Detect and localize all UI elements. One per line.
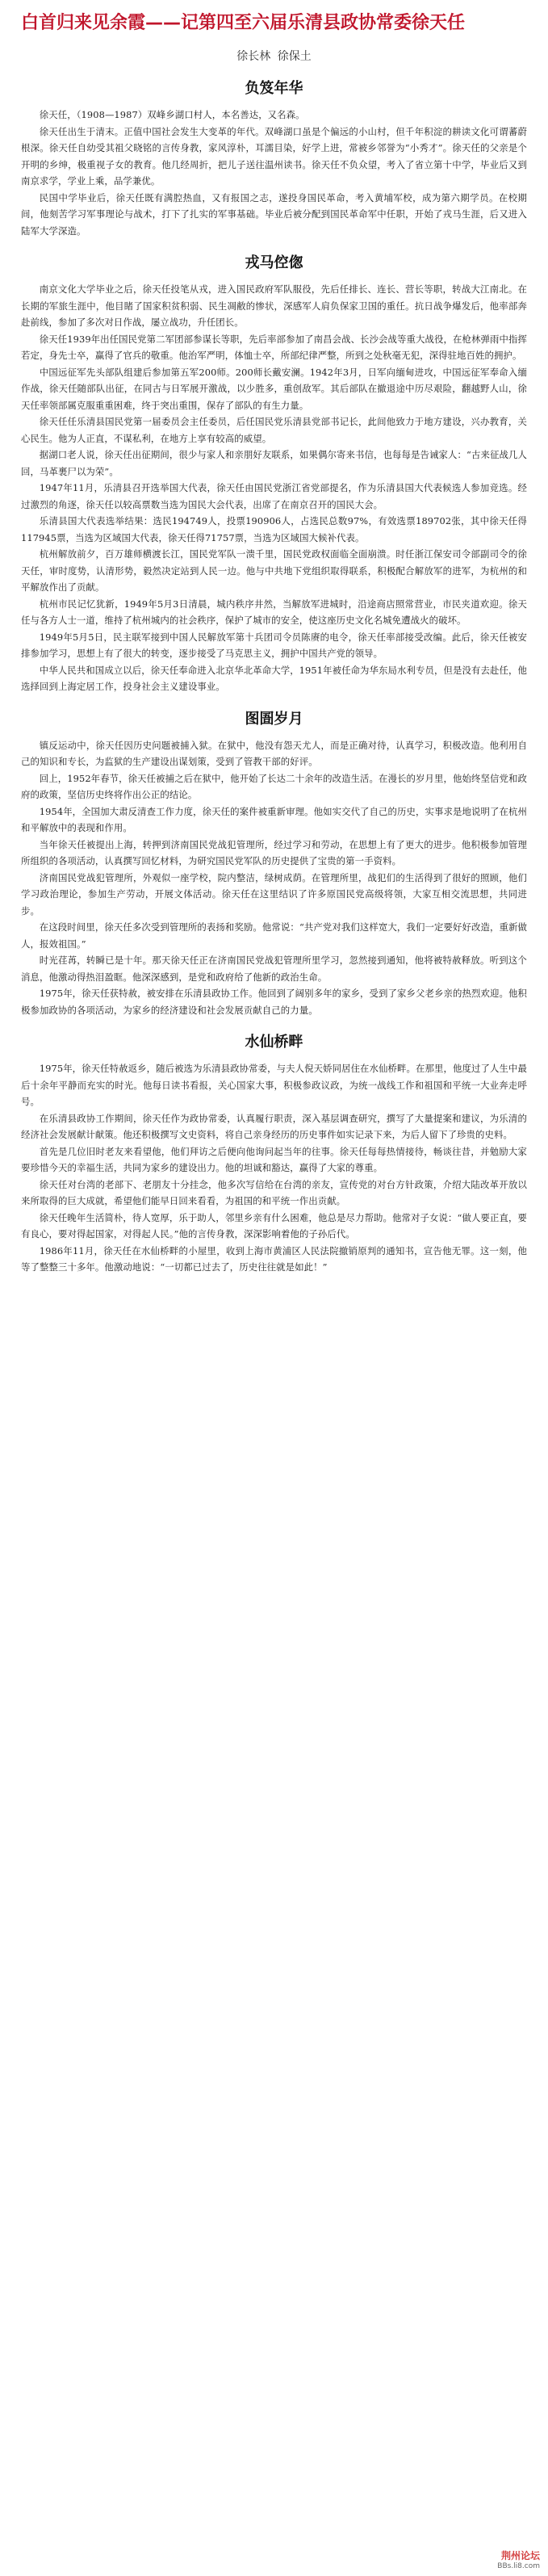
article-title: 白首归来见余霞——记第四至六届乐清县政协常委徐天任	[21, 13, 466, 33]
section-heading: 戎马倥偬	[245, 254, 303, 271]
paragraph: 1947年11月，乐清县召开选举国大代表，徐天任由国民党浙江省党部提名，作为乐清县国大代表候选人参加竞选。经过激烈的角逐，徐天任以较高票数当选为国民大会代表，出席了在南京召开的国民大会。	[21, 482, 527, 510]
paragraph: 中华人民共和国成立以后，徐天任奉命进入北京华北革命大学，1951年被任命为华东局水利专员，但是没有去赴任，他选择回到上海定居工作，投身社会主义建设事业。	[21, 664, 527, 692]
section-lingyu-suiyue	[21, 710, 527, 1019]
paragraph: 徐天任出生于清末。正值中国社会发生大变革的年代。双峰湖口虽是个偏远的小山村，但千年积淀的耕读文化可谓蕃蔚根深。徐天任自幼受其祖父晓铭的言传身教，家风淳朴，耳濡目染，好学上进，常被乡邻誉为“小秀才”。徐天任的父亲是个开明的乡绅，极重视子女的教育。他几经周折，把儿子送往温州读书。徐天任不负众望，考入了省立第十中学，毕业后又到南京求学，学业上乘，品学兼优。	[21, 125, 527, 187]
paragraph: 南京文化大学毕业之后，徐天任投笔从戎，进入国民政府军队服役，先后任排长、连长、营长等职，转战大江南北。在长期的军旅生涯中，他目睹了国家积贫积弱、民生凋敝的惨状，深感军人肩负保家卫国的重任。抗日战争爆发后，他率部奔赴前线，参加了多次对日作战，屡立战功，升任团长。	[21, 283, 527, 328]
paragraph: 徐天任1939年出任国民党第二军团部参谋长等职，先后率部参加了南昌会战、长沙会战等重大战役，在枪林弹雨中指挥若定，身先士卒，赢得了官兵的敬重。他治军严明，体恤士卒，所部纪律严整，所到之处秋毫无犯，深得驻地百姓的拥护。	[21, 333, 527, 361]
watermark-site-name: 荆州论坛	[500, 2550, 540, 2561]
paragraph: 济南国民党战犯管理所，外观似一座学校，院内整洁，绿树成荫。在管理所里，战犯们的生活得到了很好的照顾，他们学习政治理论，参加生产劳动，开展文体活动。徐天任在这里结识了许多原国民党高级将领，大家互相交流思想，共同进步。	[21, 871, 527, 917]
paragraph: 徐天任晚年生活简朴，待人宽厚，乐于助人，邻里乡亲有什么困难，他总是尽力帮助。他常对子女说：“做人要正直，要有良心，要对得起国家，对得起人民。”他的言传身教，深深影响着他的子孙后代。	[21, 1211, 527, 1240]
paragraph: 1954年，全国加大肃反清查工作力度，徐天任的案件被重新审理。他如实交代了自己的历史，实事求是地说明了在杭州和平解放中的表现和作用。	[21, 805, 527, 833]
paragraph: 时光荏苒，转瞬已是十年。那天徐天任正在济南国民党战犯管理所里学习，忽然接到通知，他将被特赦释放。听到这个消息，他激动得热泪盈眶。他深深感到，是党和政府给了他新的政治生命。	[21, 954, 527, 983]
paragraph: 1975年，徐天任获特赦，被安排在乐清县政协工作。他回到了阔别多年的家乡，受到了家乡父老乡亲的热烈欢迎。他积极参加政协的各项活动，为家乡的经济建设和社会发展贡献自己的力量。	[21, 988, 527, 1016]
paragraph: 当年徐天任被提出上海，转押到济南国民党战犯管理所，经过学习和劳动，在思想上有了更大的进步。他积极参加管理所组织的各项活动，认真撰写回忆材料，为研究国民党军队的历史提供了宝贵的第一手资料。	[21, 838, 527, 866]
section-heading: 负笈年华	[245, 80, 303, 97]
paragraph: 首先是几位旧时老友来看望他，他们拜访之后便向他询问起当年的往事。徐天任每每热情接待，畅谈往昔，并勉励大家要珍惜今天的幸福生活，共同为家乡的建设出力。他的坦诚和豁达，赢得了大家的尊重。	[21, 1145, 527, 1173]
paragraph: 在这段时间里，徐天任多次受到管理所的表扬和奖励。他常说：“共产党对我们这样宽大，我们一定要好好改造，重新做人，报效祖国。”	[21, 921, 527, 950]
paragraph: 在乐清县政协工作期间，徐天任作为政协常委，认真履行职责，深入基层调查研究，撰写了大量提案和建议，为乐清的经济社会发展献计献策。他还积极撰写文史资料，将自己亲身经历的历史事件如实记录下来，为后人留下了珍贵的史料。	[21, 1112, 527, 1140]
paragraph: 杭州解放前夕，百万雄师横渡长江，国民党军队一溃千里，国民党政权面临全面崩溃。时任浙江保安司令部副司令的徐天任，审时度势，认清形势，毅然决定站到人民一边。他与中共地下党组织取得联系，积极配合解放军的进军，为杭州的和平解放作出了贡献。	[21, 548, 527, 593]
paragraph: 据湖口老人说，徐天任出征期间，很少与家人和亲朋好友联系，如果偶尔寄来书信，也每每是告诫家人：“古来征战几人回，马革裹尸以为荣”。	[21, 449, 527, 477]
paragraph: 1986年11月，徐天任在水仙桥畔的小屋里，收到上海市黄浦区人民法院撤销原判的通知书，宣告他无罪。这一刻，他等了整整三十多年。他激动地说：“一切都已过去了，历史往往就是如此！”	[21, 1244, 527, 1273]
site-watermark	[497, 2550, 540, 2571]
paragraph: 杭州市民记忆犹新，1949年5月3日清晨，城内秩序井然，当解放军进城时，沿途商店照常营业，市民夹道欢迎。徐天任与各方人士一道，维持了杭州城内的社会秩序，保护了城市的安全，使这座历史文化名城免遭战火的破坏。	[21, 598, 527, 626]
paragraph: 民国中学毕业后，徐天任既有满腔热血，又有报国之志，遂投身国民革命，考入黄埔军校，成为第六期学员。在校期间，他刻苦学习军事理论与战术，打下了扎实的军事基础。毕业后被分配到国民革命军中任职，开始了戎马生涯，后又进入陆军大学深造。	[21, 191, 527, 237]
section-shuixian-qiaopan	[21, 1033, 527, 1276]
section-heading: 图圄岁月	[245, 710, 303, 728]
article-authors: 徐长林 徐保土	[236, 50, 312, 63]
paragraph: 中国远征军先头部队组建后参加第五军200师。200师长戴安澜。1942年3月，日军向缅甸进攻，中国远征军奉命入缅作战，徐天任随部队出征，在同古与日军展开激战，以少胜多，重创敌军。其后部队在撤退途中历尽艰险，翻越野人山，徐天任率领部属克服重重困难，终于突出重围，保存了部队的有生力量。	[21, 366, 527, 411]
paragraph: 乐清县国大代表选举结果：选民194749人，投票190906人，占选民总数97%，有效选票189702张，其中徐天任得117945票，当选为区域国大代表，徐天任得71757票，当选为区域国大候补代表。	[21, 515, 527, 543]
section-rongma-kongzong	[21, 254, 527, 695]
paragraph: 徐天任，（1908—1987）双峰乡湖口村人，本名善达，又名森。	[39, 109, 305, 120]
section-fuji-nianhua	[21, 79, 527, 239]
section-heading: 水仙桥畔	[245, 1034, 303, 1051]
paragraph: 镇反运动中，徐天任因历史问题被捕入狱。在狱中，他没有怨天尤人，而是正确对待，认真学习，积极改造。他利用自己的知识和专长，为监狱的生产建设出谋划策，受到了管教干部的好评。	[21, 739, 527, 767]
paragraph: 1949年5月5日，民主联军接到中国人民解放军第十兵团司令员陈赓的电令，徐天任率部接受改编。此后，徐天任被安排参加学习，思想上有了很大的转变，逐步接受了马克思主义，拥护中国共产党的领导。	[21, 631, 527, 659]
watermark-site-url: BBs.li8.com	[497, 2562, 540, 2570]
paragraph: 1975年，徐天任特赦返乡，随后被选为乐清县政协常委，与夫人倪天娇同居住在水仙桥畔。在那里，他度过了人生中最后十余年平静而充实的时光。他每日读书看报，关心国家大事，积极参政议政，为统一战线工作和祖国和平统一大业奔走呼号。	[21, 1063, 527, 1107]
paragraph: 回上，1952年春节，徐天任被捕之后在狱中，他开始了长达二十余年的改造生活。在漫长的岁月里，他始终坚信党和政府的政策，坚信历史终将作出公正的结论。	[21, 772, 527, 800]
paragraph: 徐天任任乐清县国民党第一届委员会主任委员，后任国民党乐清县党部书记长，此间他致力于地方建设，兴办教育，关心民生。他为人正直，不谋私利，在地方上享有较高的威望。	[21, 416, 527, 444]
paragraph: 徐天任对台湾的老部下、老朋友十分挂念，他多次写信给在台湾的亲友，宣传党的对台方针政策，介绍大陆改革开放以来所取得的巨大成就，希望他们能早日回来看看，为祖国的和平统一作出贡献。	[21, 1178, 527, 1206]
